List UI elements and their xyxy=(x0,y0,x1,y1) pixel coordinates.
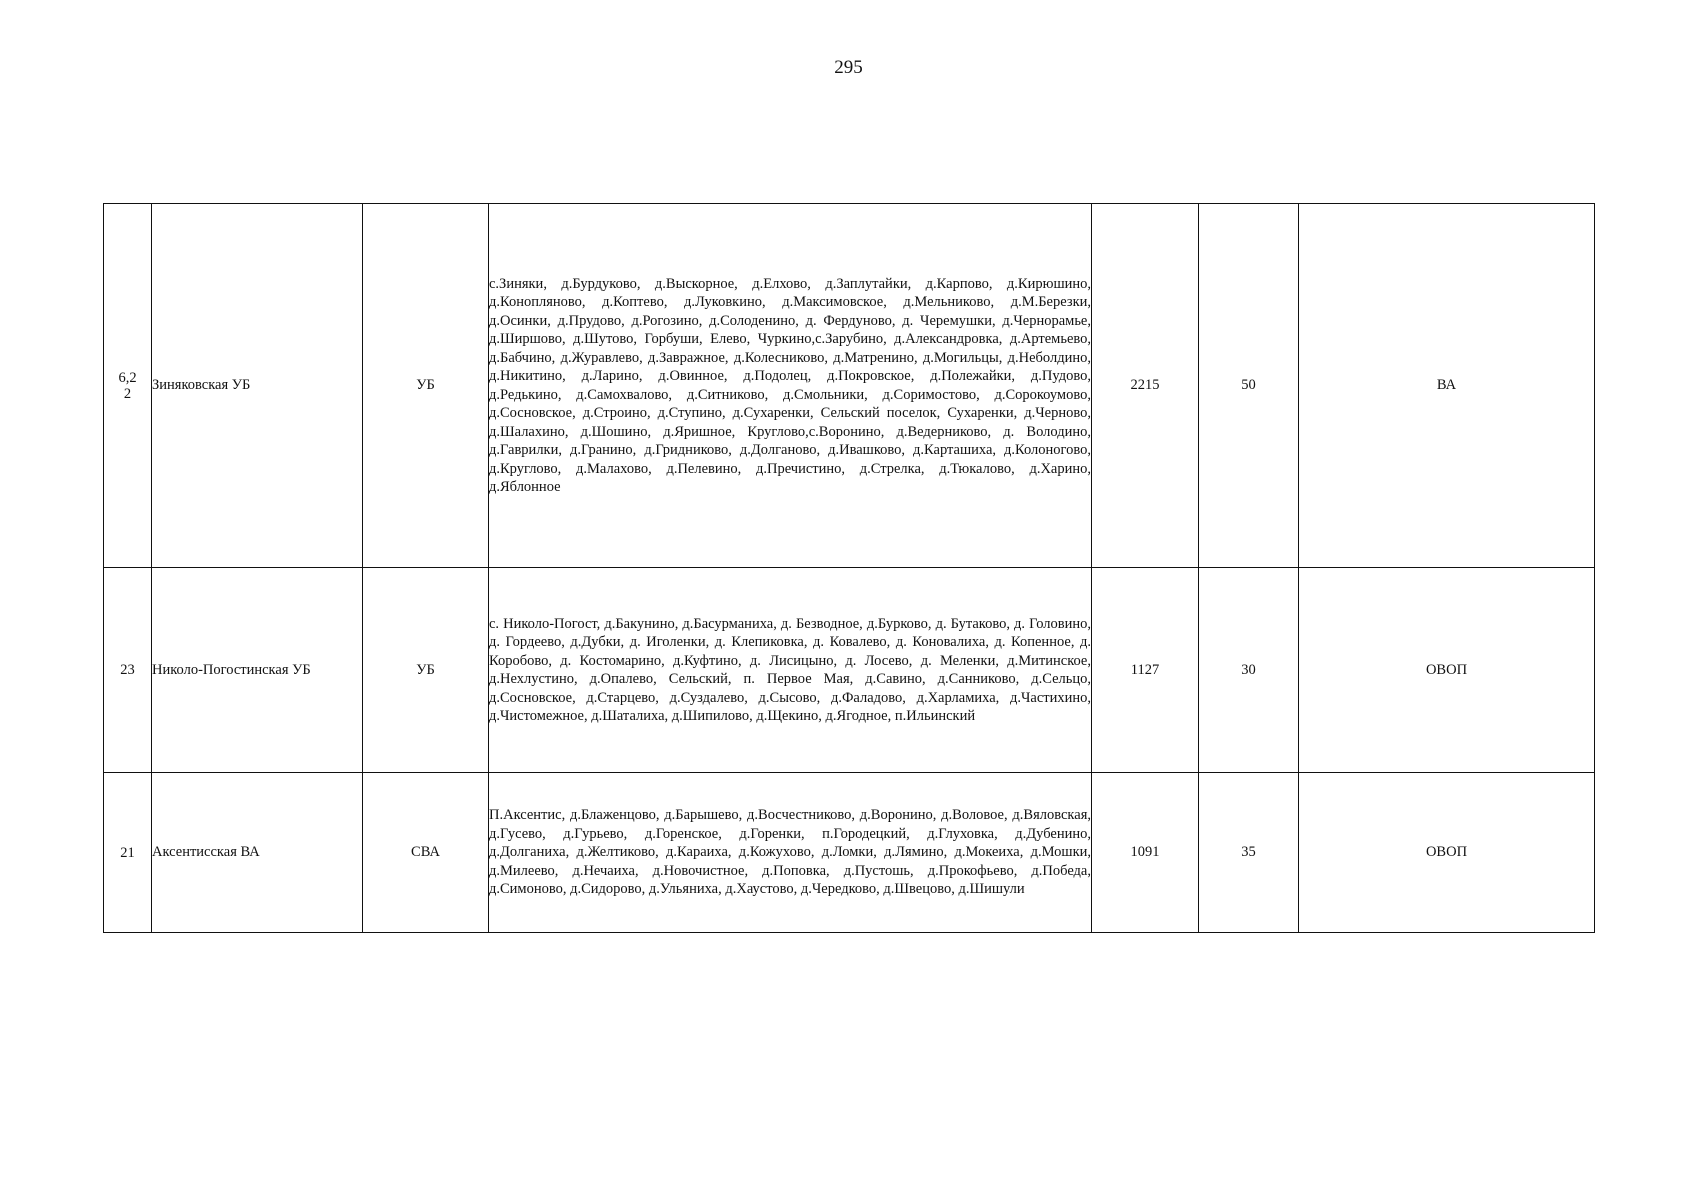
row-number-line: 2 xyxy=(123,385,132,402)
settlements-cell xyxy=(489,773,1092,933)
facilities-table xyxy=(103,203,1595,933)
table-row xyxy=(104,568,1595,773)
settlements-text: с.Зиняки, д.Бурдуково, д.Выскорное, д.Елхово, д.Заплутайки, д.Карпово, д.Кирюшино, д.Коноплянoво, д.Коптево, д.Луковкино, д.Максимовское, д.Мельниково, д.М.Березки, д.Осинки, д.Прудово, д.Рогозино, д.Солоденино, д. Фердуново, д. Черемушки, д.Чернорамье, д.Ширшово, д.Шутово, Горбуши, Елево, Чуркино,с.Зарубино, д.Александровка, д.Артемьево, д.Бабчино, д.Журавлево, д.Завражное, д.Колесниково, д.Матренино, д.Могильцы, д.Неболдино, д.Никитино, д.Ларино, д.Овинное, д.Подолец, д.Покровское, д.Полежайки, д.Пудово, д.Редькино, д.Самохвалово, д.Ситниково, д.Смольники, д.Соримостово, д.Сорокоумово, д.Сосновское, д.Строино, д.Ступино, д.Сухаренки, Сельский поселок, Сухаренки, д.Черново, д.Шалахино, д.Шошино, д.Яришное, Круглово,с.Воронино, д.Ведерниково, д. Володино, д.Гаврилки, д.Гранино, д.Гридниково, д.Долганово, д.Ивашково, д.Карташиха, д.Колоногово, д.Круглово, д.Малахово, д.Пелевино, д.Пречистино, д.Стрелка, д.Тюкалово, д.Харино, д.Яблонное xyxy=(489,275,1091,495)
facility-kind-cell: ОВОП xyxy=(1299,568,1595,773)
table-row xyxy=(104,204,1595,568)
settlements-cell xyxy=(489,204,1092,568)
distance-cell: 35 xyxy=(1199,773,1299,933)
population-cell: 2215 xyxy=(1092,204,1199,568)
page-number: 295 xyxy=(834,57,863,78)
distance-cell: 50 xyxy=(1199,204,1299,568)
facility-kind-cell: ОВОП xyxy=(1299,773,1595,933)
settlements-text: с. Николо-Погост, д.Бакунино, д.Басурманиха, д. Безводное, д.Бурково, д. Бутаково, д. Головино, д. Гордеево, д.Дубки, д. Иголенки, д. Клепиковка, д. Ковалево, д. Коновалиха, д. Копенное, д. Коробово, д. Костомарино, д.Куфтино, д. Лисицыно, д. Лосево, д. Меленки, д.Митинское, д.Нехлустино, д.Опалево, Сельский, п. Первое Мая, д.Савино, д.Санниково, д.Сельцо, д.Сосновское, д.Старцево, д.Суздалево, д.Сысово, д.Фаладово, д.Харламиха, д.Частихино, д.Чистомежное, д.Шаталиха, д.Шипилово, д.Щекино, д.Ягодное, п.Ильинский xyxy=(489,615,1091,724)
facility-type-cell: УБ xyxy=(363,568,489,773)
row-number-cell xyxy=(104,204,152,568)
settlements-text: П.Аксентис, д.Блаженцово, д.Барышево, д.Восчестниково, д.Воронино, д.Воловое, д.Вяловская, д.Гусево, д.Гурьево, д.Горенское, д.Горенки, п.Городецкий, д.Глуховка, д.Дубенино, д.Долганиха, д.Желтиково, д.Караиха, д.Кожухово, д.Ломки, д.Лямино, д.Мокеиха, д.Мошки, д.Милеево, д.Нечаиха, д.Новочистное, д.Поповка, д.Пустошь, д.Прокофьево, д.Победа, д.Симоново, д.Сидорово, д.Ульяниха, д.Хаустово, д.Чередково, д.Швецово, д.Шишули xyxy=(489,807,1091,898)
facility-name-cell: Аксентисская ВА xyxy=(152,773,363,933)
table-row xyxy=(104,773,1595,933)
facility-kind-cell: ВА xyxy=(1299,204,1595,568)
row-number-line: 6,2 xyxy=(118,369,137,386)
distance-cell: 30 xyxy=(1199,568,1299,773)
facility-name-cell: Николо-Погостинская УБ xyxy=(152,568,363,773)
facility-name-cell: Зиняковская УБ xyxy=(152,204,363,568)
settlements-cell xyxy=(489,568,1092,773)
row-number-cell: 23 xyxy=(104,568,152,773)
row-number-cell: 21 xyxy=(104,773,152,933)
population-cell: 1127 xyxy=(1092,568,1199,773)
facility-type-cell: УБ xyxy=(363,204,489,568)
facility-type-cell: СВА xyxy=(363,773,489,933)
population-cell: 1091 xyxy=(1092,773,1199,933)
